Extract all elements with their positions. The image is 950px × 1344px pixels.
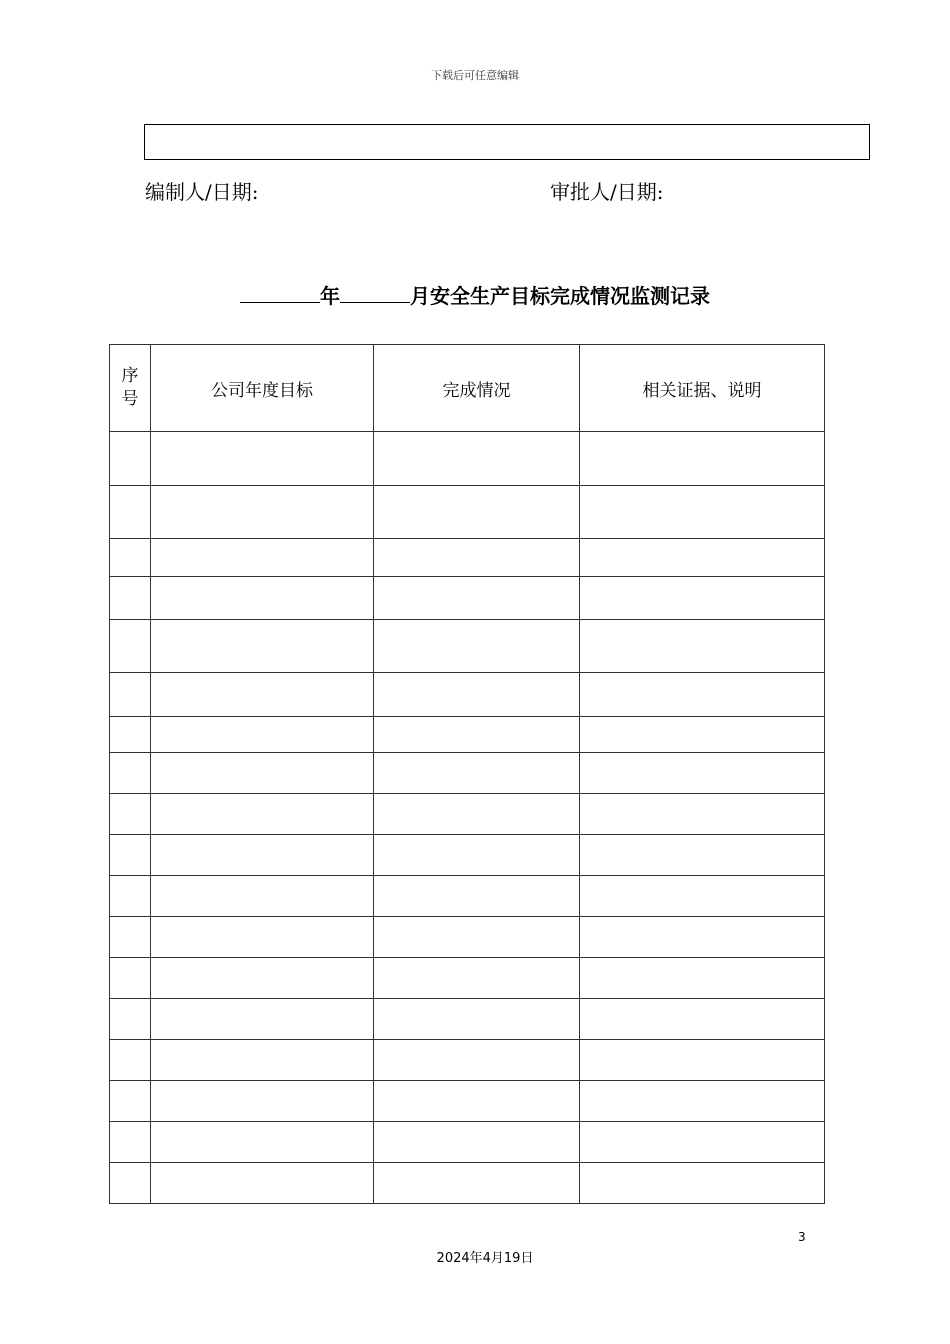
top-empty-box [144,124,870,160]
seq-cell[interactable] [110,1122,151,1163]
goal-cell[interactable] [151,539,374,577]
completion-cell[interactable] [374,835,580,876]
seq-cell[interactable] [110,835,151,876]
completion-cell[interactable] [374,917,580,958]
monitoring-record-table [109,344,825,1204]
seq-cell[interactable] [110,876,151,917]
completion-cell[interactable] [374,577,580,620]
preparer-date-label: 编制人/日期: [145,180,259,204]
evidence-cell[interactable] [580,717,825,753]
seq-cell[interactable] [110,486,151,539]
table-row [110,673,825,717]
seq-cell[interactable] [110,794,151,835]
completion-cell[interactable] [374,1040,580,1081]
evidence-cell[interactable] [580,1163,825,1204]
evidence-cell[interactable] [580,1081,825,1122]
completion-cell[interactable] [374,1081,580,1122]
table-row [110,577,825,620]
table-row [110,999,825,1040]
table-body [110,432,825,1204]
goal-cell[interactable] [151,486,374,539]
evidence-cell[interactable] [580,794,825,835]
goal-cell[interactable] [151,876,374,917]
month-blank[interactable] [340,283,410,303]
goal-cell[interactable] [151,620,374,673]
evidence-cell[interactable] [580,486,825,539]
goal-cell[interactable] [151,958,374,999]
table-row [110,1040,825,1081]
table-row [110,1122,825,1163]
evidence-cell[interactable] [580,753,825,794]
seq-cell[interactable] [110,673,151,717]
table-row [110,539,825,577]
completion-cell[interactable] [374,486,580,539]
completion-cell[interactable] [374,753,580,794]
goal-cell[interactable] [151,717,374,753]
evidence-cell[interactable] [580,876,825,917]
table-row [110,876,825,917]
completion-cell[interactable] [374,673,580,717]
evidence-cell[interactable] [580,917,825,958]
seq-cell[interactable] [110,432,151,486]
goal-cell[interactable] [151,673,374,717]
seq-cell[interactable] [110,620,151,673]
goal-cell[interactable] [151,1122,374,1163]
seq-cell[interactable] [110,917,151,958]
completion-cell[interactable] [374,539,580,577]
goal-cell[interactable] [151,917,374,958]
evidence-cell[interactable] [580,432,825,486]
page-number: 3 [798,1230,806,1244]
goal-cell[interactable] [151,794,374,835]
table-row [110,432,825,486]
goal-cell[interactable] [151,1163,374,1204]
table-row [110,794,825,835]
seq-cell[interactable] [110,539,151,577]
evidence-cell[interactable] [580,958,825,999]
header-seq: 序号 [110,345,151,432]
seq-cell[interactable] [110,1040,151,1081]
goal-cell[interactable] [151,577,374,620]
table-row [110,620,825,673]
table-row [110,753,825,794]
evidence-cell[interactable] [580,1040,825,1081]
goal-cell[interactable] [151,1040,374,1081]
goal-cell[interactable] [151,1081,374,1122]
table-row [110,1163,825,1204]
seq-cell[interactable] [110,1081,151,1122]
goal-cell[interactable] [151,753,374,794]
evidence-cell[interactable] [580,835,825,876]
year-blank[interactable] [240,283,320,303]
table-row [110,717,825,753]
seq-cell[interactable] [110,999,151,1040]
completion-cell[interactable] [374,958,580,999]
header-note: 下载后可任意编辑 [431,69,519,82]
approver-date-label: 审批人/日期: [550,180,664,204]
seq-cell[interactable] [110,717,151,753]
seq-cell[interactable] [110,577,151,620]
footer-date: 2024年4月19日 [436,1251,534,1266]
goal-cell[interactable] [151,835,374,876]
seq-cell[interactable] [110,1163,151,1204]
goal-cell[interactable] [151,999,374,1040]
table-row [110,958,825,999]
header-completion: 完成情况 [374,345,580,432]
completion-cell[interactable] [374,794,580,835]
evidence-cell[interactable] [580,577,825,620]
table-row [110,1081,825,1122]
seq-cell[interactable] [110,753,151,794]
completion-cell[interactable] [374,620,580,673]
goal-cell[interactable] [151,432,374,486]
completion-cell[interactable] [374,432,580,486]
title-year-suffix: 年 [320,284,340,308]
title-text: 月安全生产目标完成情况监测记录 [410,284,710,308]
evidence-cell[interactable] [580,1122,825,1163]
header-evidence: 相关证据、说明 [580,345,825,432]
evidence-cell[interactable] [580,539,825,577]
record-title [0,280,950,309]
table-row [110,486,825,539]
evidence-cell[interactable] [580,620,825,673]
evidence-cell[interactable] [580,999,825,1040]
table-header-row [110,345,825,432]
evidence-cell[interactable] [580,673,825,717]
seq-cell[interactable] [110,958,151,999]
completion-cell[interactable] [374,717,580,753]
completion-cell[interactable] [374,876,580,917]
completion-cell[interactable] [374,1163,580,1204]
completion-cell[interactable] [374,1122,580,1163]
completion-cell[interactable] [374,999,580,1040]
header-goal: 公司年度目标 [151,345,374,432]
table-row [110,917,825,958]
table-row [110,835,825,876]
